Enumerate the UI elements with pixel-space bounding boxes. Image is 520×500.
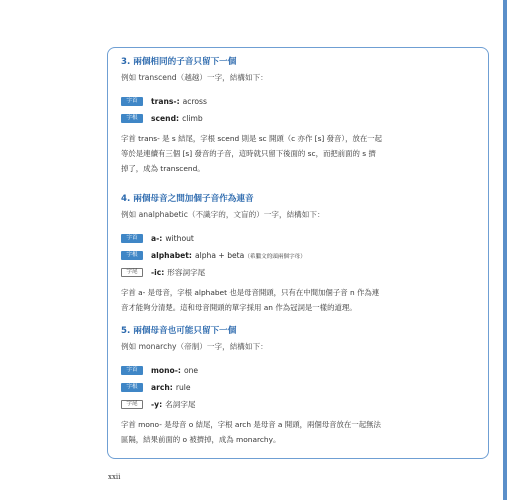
root-tag: 字根 [121,251,143,260]
paragraph-line: 區隔，結果前面的 o 被擠掉，成為 monarchy。 [121,435,281,444]
word-parts [121,363,476,411]
word-part-suffix [121,265,476,279]
word-part-root [121,380,476,394]
section-heading: 5. 兩個母音也可能只留下一個 [121,326,237,336]
part-meaning-text: alpha + beta [194,250,245,260]
paragraph-line: 音才能夠分清楚。這和母音開頭的單字採用 an 作為冠詞是一樣的道理。 [121,303,357,312]
paragraph-line: 掉了，成為 transcend。 [121,164,205,173]
part-meaning [195,251,306,260]
part-term: scend: [151,113,180,123]
word-part-prefix [121,94,476,108]
content-panel [107,47,489,459]
section-4 [121,193,476,315]
word-parts [121,94,476,125]
word-part-root [121,248,476,262]
root-tag: 字根 [121,114,143,123]
explanation-paragraph [121,417,476,447]
section-intro: 例如 transcend（越越）一字，結構如下： [121,73,268,82]
word-part-suffix [121,397,476,411]
root-tag: 字根 [121,383,143,392]
prefix-tag: 字首 [121,366,143,375]
suffix-tag: 字尾 [121,268,143,277]
part-term: -y: [151,399,163,409]
section-3 [121,56,476,176]
section-5 [121,325,476,447]
word-part-root [121,111,476,125]
part-meaning: 名詞字尾 [165,399,196,409]
prefix-tag: 字首 [121,97,143,106]
part-term: arch: [151,382,173,392]
page-number: xxii [108,473,121,481]
part-meaning: climb [182,113,203,123]
section-heading: 4. 兩個母音之間加個子音作為連音 [121,194,254,204]
part-meaning: 形容詞字尾 [167,267,206,277]
suffix-tag: 字尾 [121,400,143,409]
page-edge-strip [503,0,507,500]
part-term: trans-: [151,96,180,106]
paragraph-line: 字首 trans- 是 s 結尾，字根 scend 則是 sc 開頭（c 亦作 [s] 發音），放在一起 [121,134,383,143]
part-term: mono-: [151,365,181,375]
part-meaning: across [182,96,207,106]
explanation-paragraph [121,131,476,176]
part-meaning: without [165,233,194,243]
section-intro: 例如 monarchy（帝制）一字，結構如下： [121,342,268,351]
prefix-tag: 字首 [121,234,143,243]
section-heading: 3. 兩個相同的子音只留下一個 [121,57,237,67]
part-term: alphabet: [151,250,192,260]
explanation-paragraph [121,285,476,315]
part-term: a-: [151,233,163,243]
part-term: -ic: [151,267,165,277]
paragraph-line: 等於是連續有三個 [s] 發音的子音，這時就只留下後面的 sc，而把前面的 s 擠 [121,149,376,158]
paragraph-line: 字首 mono- 是母音 o 結尾，字根 arch 是母音 a 開頭，兩個母音放在一起無法 [121,420,381,429]
paragraph-line: 字首 a- 是母音，字根 alphabet 也是母音開頭，只有在中間加個子音 n 作為連 [121,288,380,297]
section-intro: 例如 analphabetic（不識字的，文盲的）一字，結構如下： [121,210,325,219]
part-meaning: one [183,365,199,375]
word-parts [121,231,476,279]
word-part-prefix [121,363,476,377]
part-meaning-note: （希臘文的頭兩個字母） [244,253,306,260]
word-part-prefix [121,231,476,245]
part-meaning: rule [175,382,191,392]
